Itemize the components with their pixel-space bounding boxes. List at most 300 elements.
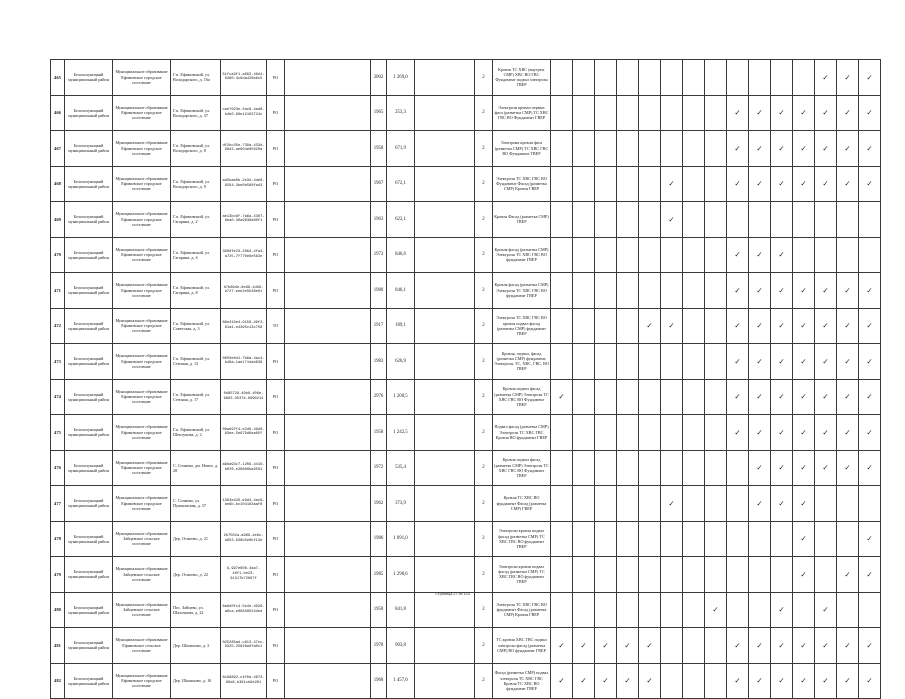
- form-cell: РО: [267, 273, 285, 309]
- check-mark-icon: ✓: [844, 569, 851, 579]
- check-cell: [661, 557, 683, 593]
- check-cell: [573, 379, 595, 415]
- district-cell: Белохолуницкий муниципальный район: [65, 166, 113, 202]
- year-cell: 1963: [371, 202, 387, 238]
- fias-code-cell: 9,997e608-4aa7-40f1-be23-91317b72667f: [221, 557, 267, 593]
- table-row: [51, 60, 881, 96]
- empty-cell: [415, 131, 475, 167]
- empty-cell: [285, 308, 371, 344]
- check-cell: [595, 628, 617, 664]
- check-cell: [727, 131, 749, 167]
- table-row: [51, 628, 881, 664]
- check-cell: [551, 95, 573, 131]
- row-number: 472: [51, 308, 65, 344]
- area-cell: 672,1: [387, 166, 415, 202]
- check-cell: [573, 131, 595, 167]
- year-cell: 1958: [371, 131, 387, 167]
- row-number: 482: [51, 663, 65, 699]
- area-cell: 1 269,0: [387, 60, 415, 96]
- works-cell: Электроэн ТС ХВС ГВС ВО кровля подвал фасад (разметка СМР) фундамент ГВЕР: [493, 308, 551, 344]
- check-mark-icon: ✓: [668, 321, 675, 331]
- check-mark-icon: ✓: [844, 72, 851, 82]
- check-cell: [771, 663, 793, 699]
- check-mark-icon: ✓: [800, 356, 807, 366]
- check-cell: [727, 237, 749, 273]
- check-cell: [683, 521, 705, 557]
- address-cell: Дер. Шахиново, д. 10: [171, 663, 221, 699]
- works-cell: Кровля фасад (разметка СМР) Электроэн ТС ХВС ГВС ВО фундамент ГВЕР: [493, 237, 551, 273]
- check-cell: [749, 237, 771, 273]
- check-cell: [771, 521, 793, 557]
- check-cell: [815, 592, 837, 628]
- check-cell: [661, 60, 683, 96]
- check-cell: [749, 166, 771, 202]
- check-cell: [859, 450, 881, 486]
- check-mark-icon: ✓: [646, 640, 653, 650]
- check-cell: [683, 592, 705, 628]
- check-cell: [859, 628, 881, 664]
- empty-cell: [285, 415, 371, 451]
- check-cell: [683, 663, 705, 699]
- row-number: 468: [51, 166, 65, 202]
- check-cell: [639, 486, 661, 522]
- check-cell: [661, 592, 683, 628]
- check-cell: [617, 237, 639, 273]
- empty-cell: [415, 202, 475, 238]
- check-cell: [749, 557, 771, 593]
- address-cell: Г.п. Ефимовский, ул. Степная, д. 13: [171, 344, 221, 380]
- check-cell: [837, 628, 859, 664]
- works-cell: ТС кровля ХВС ГВС подвал электроэн фасад (разметка СМР) ВО фундамент ГВЕР: [493, 628, 551, 664]
- form-cell: РО: [267, 592, 285, 628]
- address-cell: Г.п. Ефимовский, ул. Володарского, д. 8: [171, 131, 221, 167]
- check-cell: [661, 166, 683, 202]
- row-number: 465: [51, 60, 65, 96]
- settlement-cell: Муниципальное образование Ефимовское сельское поселение: [113, 628, 171, 664]
- check-mark-icon: ✓: [734, 179, 741, 189]
- fias-code-cell: 2b7502a-a969-4e8c-a953-936b5e6bf13e: [221, 521, 267, 557]
- check-cell: [771, 60, 793, 96]
- check-cell: [727, 592, 749, 628]
- district-cell: Белохолуницкий муниципальный район: [65, 592, 113, 628]
- check-mark-icon: ✓: [844, 321, 851, 331]
- settlement-cell: Муниципальное образование Зайцевское сельское поселение: [113, 557, 171, 593]
- fias-code-cell: ad5baa0b-2e3d-4de8-8294-3be0b580fad3: [221, 166, 267, 202]
- check-cell: [771, 557, 793, 593]
- check-cell: [551, 628, 573, 664]
- check-cell: [771, 486, 793, 522]
- check-mark-icon: ✓: [800, 285, 807, 295]
- year-cell: 1980: [371, 273, 387, 309]
- check-mark-icon: ✓: [668, 498, 675, 508]
- check-cell: [793, 415, 815, 451]
- area-cell: 1 457,0: [387, 663, 415, 699]
- stage-cell: 2: [475, 344, 493, 380]
- check-cell: [793, 202, 815, 238]
- check-cell: [683, 273, 705, 309]
- check-mark-icon: ✓: [800, 498, 807, 508]
- empty-cell: [415, 344, 475, 380]
- check-cell: [617, 486, 639, 522]
- check-cell: [595, 486, 617, 522]
- fias-code-cell: 6a6d0fc4-5e4e-4026-a6ca-e08839524ded: [221, 592, 267, 628]
- check-mark-icon: ✓: [800, 640, 807, 650]
- check-cell: [617, 95, 639, 131]
- check-cell: [727, 521, 749, 557]
- row-number: 481: [51, 628, 65, 664]
- check-mark-icon: ✓: [756, 427, 763, 437]
- check-cell: [815, 663, 837, 699]
- check-cell: [705, 450, 727, 486]
- empty-cell: [415, 60, 475, 96]
- empty-cell: [285, 592, 371, 628]
- check-cell: [705, 592, 727, 628]
- empty-cell: [285, 166, 371, 202]
- settlement-cell: Муниципальное образование Зайцевское сельское поселение: [113, 521, 171, 557]
- check-cell: [771, 344, 793, 380]
- check-cell: [771, 450, 793, 486]
- table-row: [51, 557, 881, 593]
- check-cell: [771, 237, 793, 273]
- row-number: 476: [51, 450, 65, 486]
- form-cell: РО: [267, 486, 285, 522]
- check-cell: [595, 60, 617, 96]
- check-mark-icon: ✓: [712, 605, 719, 615]
- check-cell: [837, 202, 859, 238]
- check-mark-icon: ✓: [558, 392, 565, 402]
- check-cell: [661, 202, 683, 238]
- check-cell: [683, 237, 705, 273]
- stage-cell: 2: [475, 628, 493, 664]
- check-cell: [661, 486, 683, 522]
- register-table: [50, 59, 881, 699]
- check-cell: [749, 60, 771, 96]
- check-mark-icon: ✓: [756, 356, 763, 366]
- check-cell: [595, 592, 617, 628]
- check-cell: [639, 166, 661, 202]
- check-cell: [837, 95, 859, 131]
- check-mark-icon: ✓: [778, 605, 785, 615]
- check-mark-icon: ✓: [822, 72, 829, 82]
- check-cell: [859, 202, 881, 238]
- check-mark-icon: ✓: [580, 640, 587, 650]
- check-cell: [551, 415, 573, 451]
- check-cell: [815, 60, 837, 96]
- check-mark-icon: ✓: [800, 463, 807, 473]
- check-cell: [837, 308, 859, 344]
- district-cell: Белохолуницкий муниципальный район: [65, 202, 113, 238]
- check-cell: [617, 202, 639, 238]
- check-cell: [683, 60, 705, 96]
- empty-cell: [415, 166, 475, 202]
- works-cell: Кровля подвал фасад (разметка СМР) Электроэн ТС ХВС ГВС ВО Фундамент ГВЕР: [493, 450, 551, 486]
- stage-cell: 2: [475, 95, 493, 131]
- check-cell: [595, 557, 617, 593]
- check-mark-icon: ✓: [866, 179, 873, 189]
- check-cell: [573, 557, 595, 593]
- check-cell: [551, 557, 573, 593]
- row-number: 479: [51, 557, 65, 593]
- check-cell: [727, 379, 749, 415]
- district-cell: Белохолуницкий муниципальный район: [65, 273, 113, 309]
- works-cell: Кровля подвал фасад (разметка СМР) Электроэн ТС ХВС ГВС ВО Фундамент ГВЕР: [493, 379, 551, 415]
- form-cell: РО: [267, 521, 285, 557]
- empty-cell: [415, 237, 475, 273]
- check-cell: [683, 202, 705, 238]
- empty-cell: [285, 131, 371, 167]
- check-mark-icon: ✓: [844, 108, 851, 118]
- area-cell: 671,9: [387, 131, 415, 167]
- check-cell: [639, 273, 661, 309]
- stage-cell: 2: [475, 237, 493, 273]
- address-cell: С. Сочнево, ул. Пушкинская, д. 37: [171, 486, 221, 522]
- check-cell: [771, 592, 793, 628]
- row-number: 473: [51, 344, 65, 380]
- address-cell: Дер. Осипово, д. 22: [171, 557, 221, 593]
- fias-code-cell: a9ba93c7-1209-4416-b0f6-e28606ba9591: [221, 450, 267, 486]
- check-cell: [573, 450, 595, 486]
- check-cell: [551, 379, 573, 415]
- check-cell: [683, 166, 705, 202]
- settlement-cell: Муниципальное образование Ефимовское городское поселение: [113, 486, 171, 522]
- check-cell: [727, 344, 749, 380]
- check-cell: [617, 60, 639, 96]
- check-cell: [617, 308, 639, 344]
- check-cell: [639, 344, 661, 380]
- district-cell: Белохолуницкий муниципальный район: [65, 60, 113, 96]
- check-mark-icon: ✓: [756, 463, 763, 473]
- check-cell: [595, 450, 617, 486]
- check-cell: [793, 486, 815, 522]
- check-cell: [815, 486, 837, 522]
- district-cell: Белохолуницкий муниципальный район: [65, 486, 113, 522]
- district-cell: Белохолуницкий муниципальный район: [65, 521, 113, 557]
- table-row: [51, 95, 881, 131]
- check-cell: [859, 557, 881, 593]
- check-cell: [815, 95, 837, 131]
- empty-cell: [415, 379, 475, 415]
- check-cell: [617, 344, 639, 380]
- check-mark-icon: ✓: [822, 285, 829, 295]
- check-mark-icon: ✓: [866, 321, 873, 331]
- check-cell: [617, 521, 639, 557]
- check-cell: [793, 273, 815, 309]
- year-cell: 1960: [371, 663, 387, 699]
- check-cell: [705, 557, 727, 593]
- empty-cell: [415, 592, 475, 628]
- check-cell: [661, 379, 683, 415]
- district-cell: Белохолуницкий муниципальный район: [65, 237, 113, 273]
- year-cell: 1965: [371, 95, 387, 131]
- table-row: [51, 166, 881, 202]
- empty-cell: [415, 95, 475, 131]
- check-cell: [749, 344, 771, 380]
- check-mark-icon: ✓: [668, 214, 675, 224]
- check-cell: [661, 237, 683, 273]
- fias-code-cell: 0650e6d1-7b6a-4ac4-b48a-1ae171dab639: [221, 344, 267, 380]
- stage-cell: 2: [475, 202, 493, 238]
- check-cell: [661, 521, 683, 557]
- check-cell: [573, 663, 595, 699]
- check-cell: [837, 486, 859, 522]
- check-mark-icon: ✓: [800, 427, 807, 437]
- check-cell: [617, 166, 639, 202]
- check-cell: [793, 344, 815, 380]
- works-cell: Кровля, подвал, фасад (разметка СМР) фундамент, Электроэн, ТС, ХВС, ГВС, ВО ГВЕР: [493, 344, 551, 380]
- check-cell: [859, 486, 881, 522]
- empty-cell: [285, 237, 371, 273]
- check-cell: [859, 60, 881, 96]
- check-cell: [639, 95, 661, 131]
- check-mark-icon: ✓: [800, 534, 807, 544]
- check-mark-icon: ✓: [800, 392, 807, 402]
- check-mark-icon: ✓: [778, 321, 785, 331]
- check-mark-icon: ✓: [624, 640, 631, 650]
- area-cell: 626,9: [387, 344, 415, 380]
- check-cell: [661, 308, 683, 344]
- check-cell: [859, 344, 881, 380]
- check-mark-icon: ✓: [866, 676, 873, 686]
- settlement-cell: Муниципальное образование Ефимовское городское поселение: [113, 450, 171, 486]
- fias-code-cell: 09ad97f4-e2d8-49d0-93ee-5e679d6ea85f: [221, 415, 267, 451]
- check-cell: [595, 273, 617, 309]
- stage-cell: 2: [475, 521, 493, 557]
- address-cell: Г.п. Ефимовский, ул. Шептунова, д. 2: [171, 415, 221, 451]
- check-cell: [793, 663, 815, 699]
- check-cell: [837, 60, 859, 96]
- check-cell: [683, 450, 705, 486]
- check-mark-icon: ✓: [558, 676, 565, 686]
- check-cell: [837, 166, 859, 202]
- check-cell: [617, 628, 639, 664]
- check-cell: [683, 95, 705, 131]
- check-cell: [573, 486, 595, 522]
- area-cell: 846,1: [387, 273, 415, 309]
- form-cell: РО: [267, 237, 285, 273]
- check-mark-icon: ✓: [822, 108, 829, 118]
- works-cell: Кровля ТС ХВС ВО фундамент Фасад (разметка СМР) ГВЕР: [493, 486, 551, 522]
- check-mark-icon: ✓: [800, 569, 807, 579]
- table-row: [51, 592, 881, 628]
- check-cell: [815, 166, 837, 202]
- check-cell: [551, 237, 573, 273]
- check-mark-icon: ✓: [734, 285, 741, 295]
- check-cell: [683, 415, 705, 451]
- check-cell: [617, 663, 639, 699]
- empty-cell: [285, 202, 371, 238]
- district-cell: Белохолуницкий муниципальный район: [65, 308, 113, 344]
- check-cell: [683, 557, 705, 593]
- check-cell: [793, 131, 815, 167]
- check-cell: [551, 202, 573, 238]
- settlement-cell: Муниципальное образование Ефимовское городское поселение: [113, 308, 171, 344]
- check-cell: [815, 379, 837, 415]
- check-mark-icon: ✓: [778, 356, 785, 366]
- check-cell: [837, 521, 859, 557]
- check-cell: [771, 308, 793, 344]
- check-cell: [705, 308, 727, 344]
- check-mark-icon: ✓: [844, 676, 851, 686]
- check-cell: [639, 592, 661, 628]
- district-cell: Белохолуницкий муниципальный район: [65, 95, 113, 131]
- address-cell: Г.п. Ефимовский, ул. Степная, д. 17: [171, 379, 221, 415]
- check-cell: [573, 60, 595, 96]
- check-cell: [639, 202, 661, 238]
- year-cell: 1972: [371, 450, 387, 486]
- check-cell: [551, 273, 573, 309]
- check-mark-icon: ✓: [756, 108, 763, 118]
- check-mark-icon: ✓: [822, 640, 829, 650]
- check-cell: [859, 379, 881, 415]
- check-cell: [727, 628, 749, 664]
- check-cell: [595, 521, 617, 557]
- year-cell: 2976: [371, 379, 387, 415]
- check-mark-icon: ✓: [756, 392, 763, 402]
- stage-cell: 2: [475, 60, 493, 96]
- check-mark-icon: ✓: [734, 321, 741, 331]
- check-mark-icon: ✓: [580, 676, 587, 686]
- check-cell: [617, 450, 639, 486]
- check-cell: [661, 344, 683, 380]
- works-cell: Кровля Фасад (разметка СМР) ГВЕР: [493, 202, 551, 238]
- check-cell: [551, 450, 573, 486]
- check-mark-icon: ✓: [734, 108, 741, 118]
- check-cell: [815, 557, 837, 593]
- area-cell: 373,9: [387, 486, 415, 522]
- district-cell: Белохолуницкий муниципальный район: [65, 628, 113, 664]
- empty-cell: [285, 95, 371, 131]
- area-cell: 903,8: [387, 628, 415, 664]
- address-cell: Дер. Осипово, д. 21: [171, 521, 221, 557]
- address-cell: Г.п. Ефимовский, ул. Володарского, д. 9: [171, 166, 221, 202]
- row-number: 477: [51, 486, 65, 522]
- settlement-cell: Муниципальное образование Зайцевское сельское поселение: [113, 592, 171, 628]
- check-cell: [793, 379, 815, 415]
- check-cell: [749, 486, 771, 522]
- check-mark-icon: ✓: [822, 605, 829, 615]
- table-row: [51, 237, 881, 273]
- table-row: [51, 308, 881, 344]
- check-cell: [815, 415, 837, 451]
- fias-code-cell: ae13bc9f-7a6a-4307-9ea0-30a9836a60f1: [221, 202, 267, 238]
- table-body: [51, 60, 881, 699]
- check-mark-icon: ✓: [734, 143, 741, 153]
- stage-cell: 2: [475, 663, 493, 699]
- check-cell: [815, 521, 837, 557]
- check-cell: [771, 166, 793, 202]
- form-cell: РО: [267, 450, 285, 486]
- check-cell: [573, 521, 595, 557]
- check-cell: [683, 628, 705, 664]
- check-mark-icon: ✓: [778, 392, 785, 402]
- check-cell: [749, 628, 771, 664]
- check-cell: [595, 202, 617, 238]
- check-mark-icon: ✓: [668, 179, 675, 189]
- table-row: [51, 344, 881, 380]
- check-mark-icon: ✓: [844, 463, 851, 473]
- check-mark-icon: ✓: [822, 427, 829, 437]
- empty-cell: [285, 273, 371, 309]
- form-cell: РО: [267, 166, 285, 202]
- check-cell: [837, 557, 859, 593]
- check-mark-icon: ✓: [866, 108, 873, 118]
- empty-cell: [285, 379, 371, 415]
- check-cell: [661, 131, 683, 167]
- empty-cell: [285, 344, 371, 380]
- check-cell: [661, 273, 683, 309]
- check-mark-icon: ✓: [844, 179, 851, 189]
- check-mark-icon: ✓: [778, 179, 785, 189]
